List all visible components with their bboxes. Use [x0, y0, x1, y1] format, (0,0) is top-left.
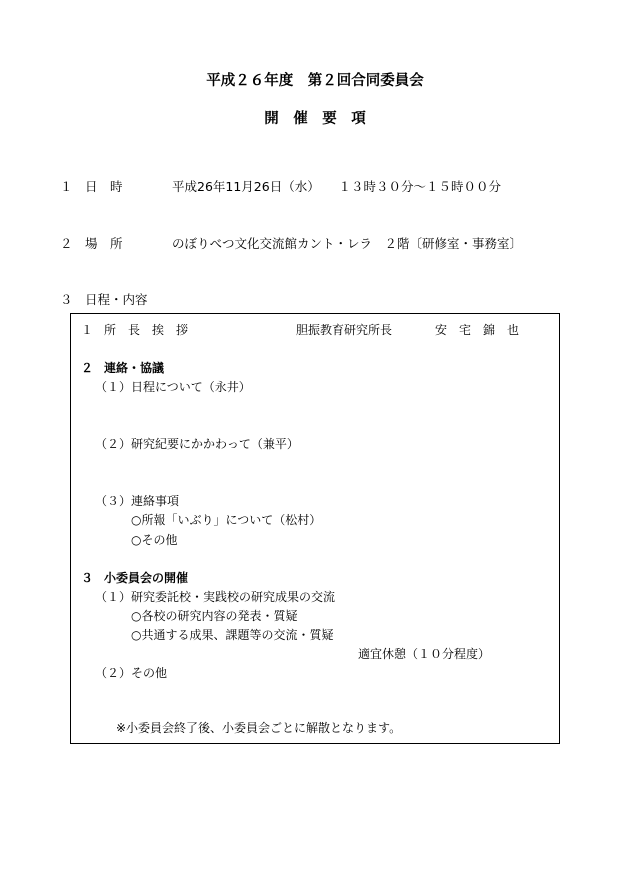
- list-item: ○所報「いぶり」について（松村）: [131, 513, 322, 527]
- list-item: ○共通する成果、課題等の交流・質疑: [131, 628, 334, 642]
- section-number: １: [81, 323, 94, 337]
- list-item: ○その他: [131, 533, 178, 547]
- program-box: [70, 313, 560, 744]
- break-note: 適宜休憩（１０分程度）: [358, 647, 491, 661]
- speaker-title: 胆振教育研究所長: [296, 323, 393, 337]
- subsection: （１）研究委託校・実践校の研究成果の交流: [95, 590, 336, 604]
- item-label: 日程・内容: [85, 292, 148, 307]
- section-number: ３: [81, 571, 94, 585]
- item-number: ３: [60, 292, 73, 307]
- section-number: ２: [81, 361, 94, 375]
- item-label: 日 時: [85, 179, 123, 194]
- list-item: ○各校の研究内容の発表・質疑: [131, 609, 298, 623]
- section-heading: 所 長 挨 拶: [104, 323, 189, 337]
- subsection: （２）その他: [95, 666, 168, 680]
- item-value: のぼりべつ文化交流館カント・レラ ２階〔研修室・事務室〕: [172, 236, 523, 251]
- page-subtitle: 開 催 要 項: [264, 111, 366, 127]
- item-number: １: [60, 179, 73, 194]
- speaker-name: 安 宅 錦 也: [435, 323, 520, 337]
- page-title: 平成２６年度 第２回合同委員会: [206, 73, 424, 89]
- item-number: ２: [60, 236, 73, 251]
- closing-note: ※小委員会終了後、小委員会ごとに解散となります。: [116, 721, 402, 735]
- item-label: 場 所: [85, 236, 123, 251]
- section-heading: 小委員会の開催: [104, 571, 189, 585]
- subsection: （３）連絡事項: [95, 494, 180, 508]
- subsection: （２）研究紀要にかかわって（兼平）: [95, 437, 299, 451]
- subsection: （１）日程について（永井）: [95, 380, 251, 394]
- section-heading: 連絡・協議: [104, 361, 165, 375]
- item-value: 平成26年11月26日（水） １３時３０分～１５時００分: [172, 179, 501, 194]
